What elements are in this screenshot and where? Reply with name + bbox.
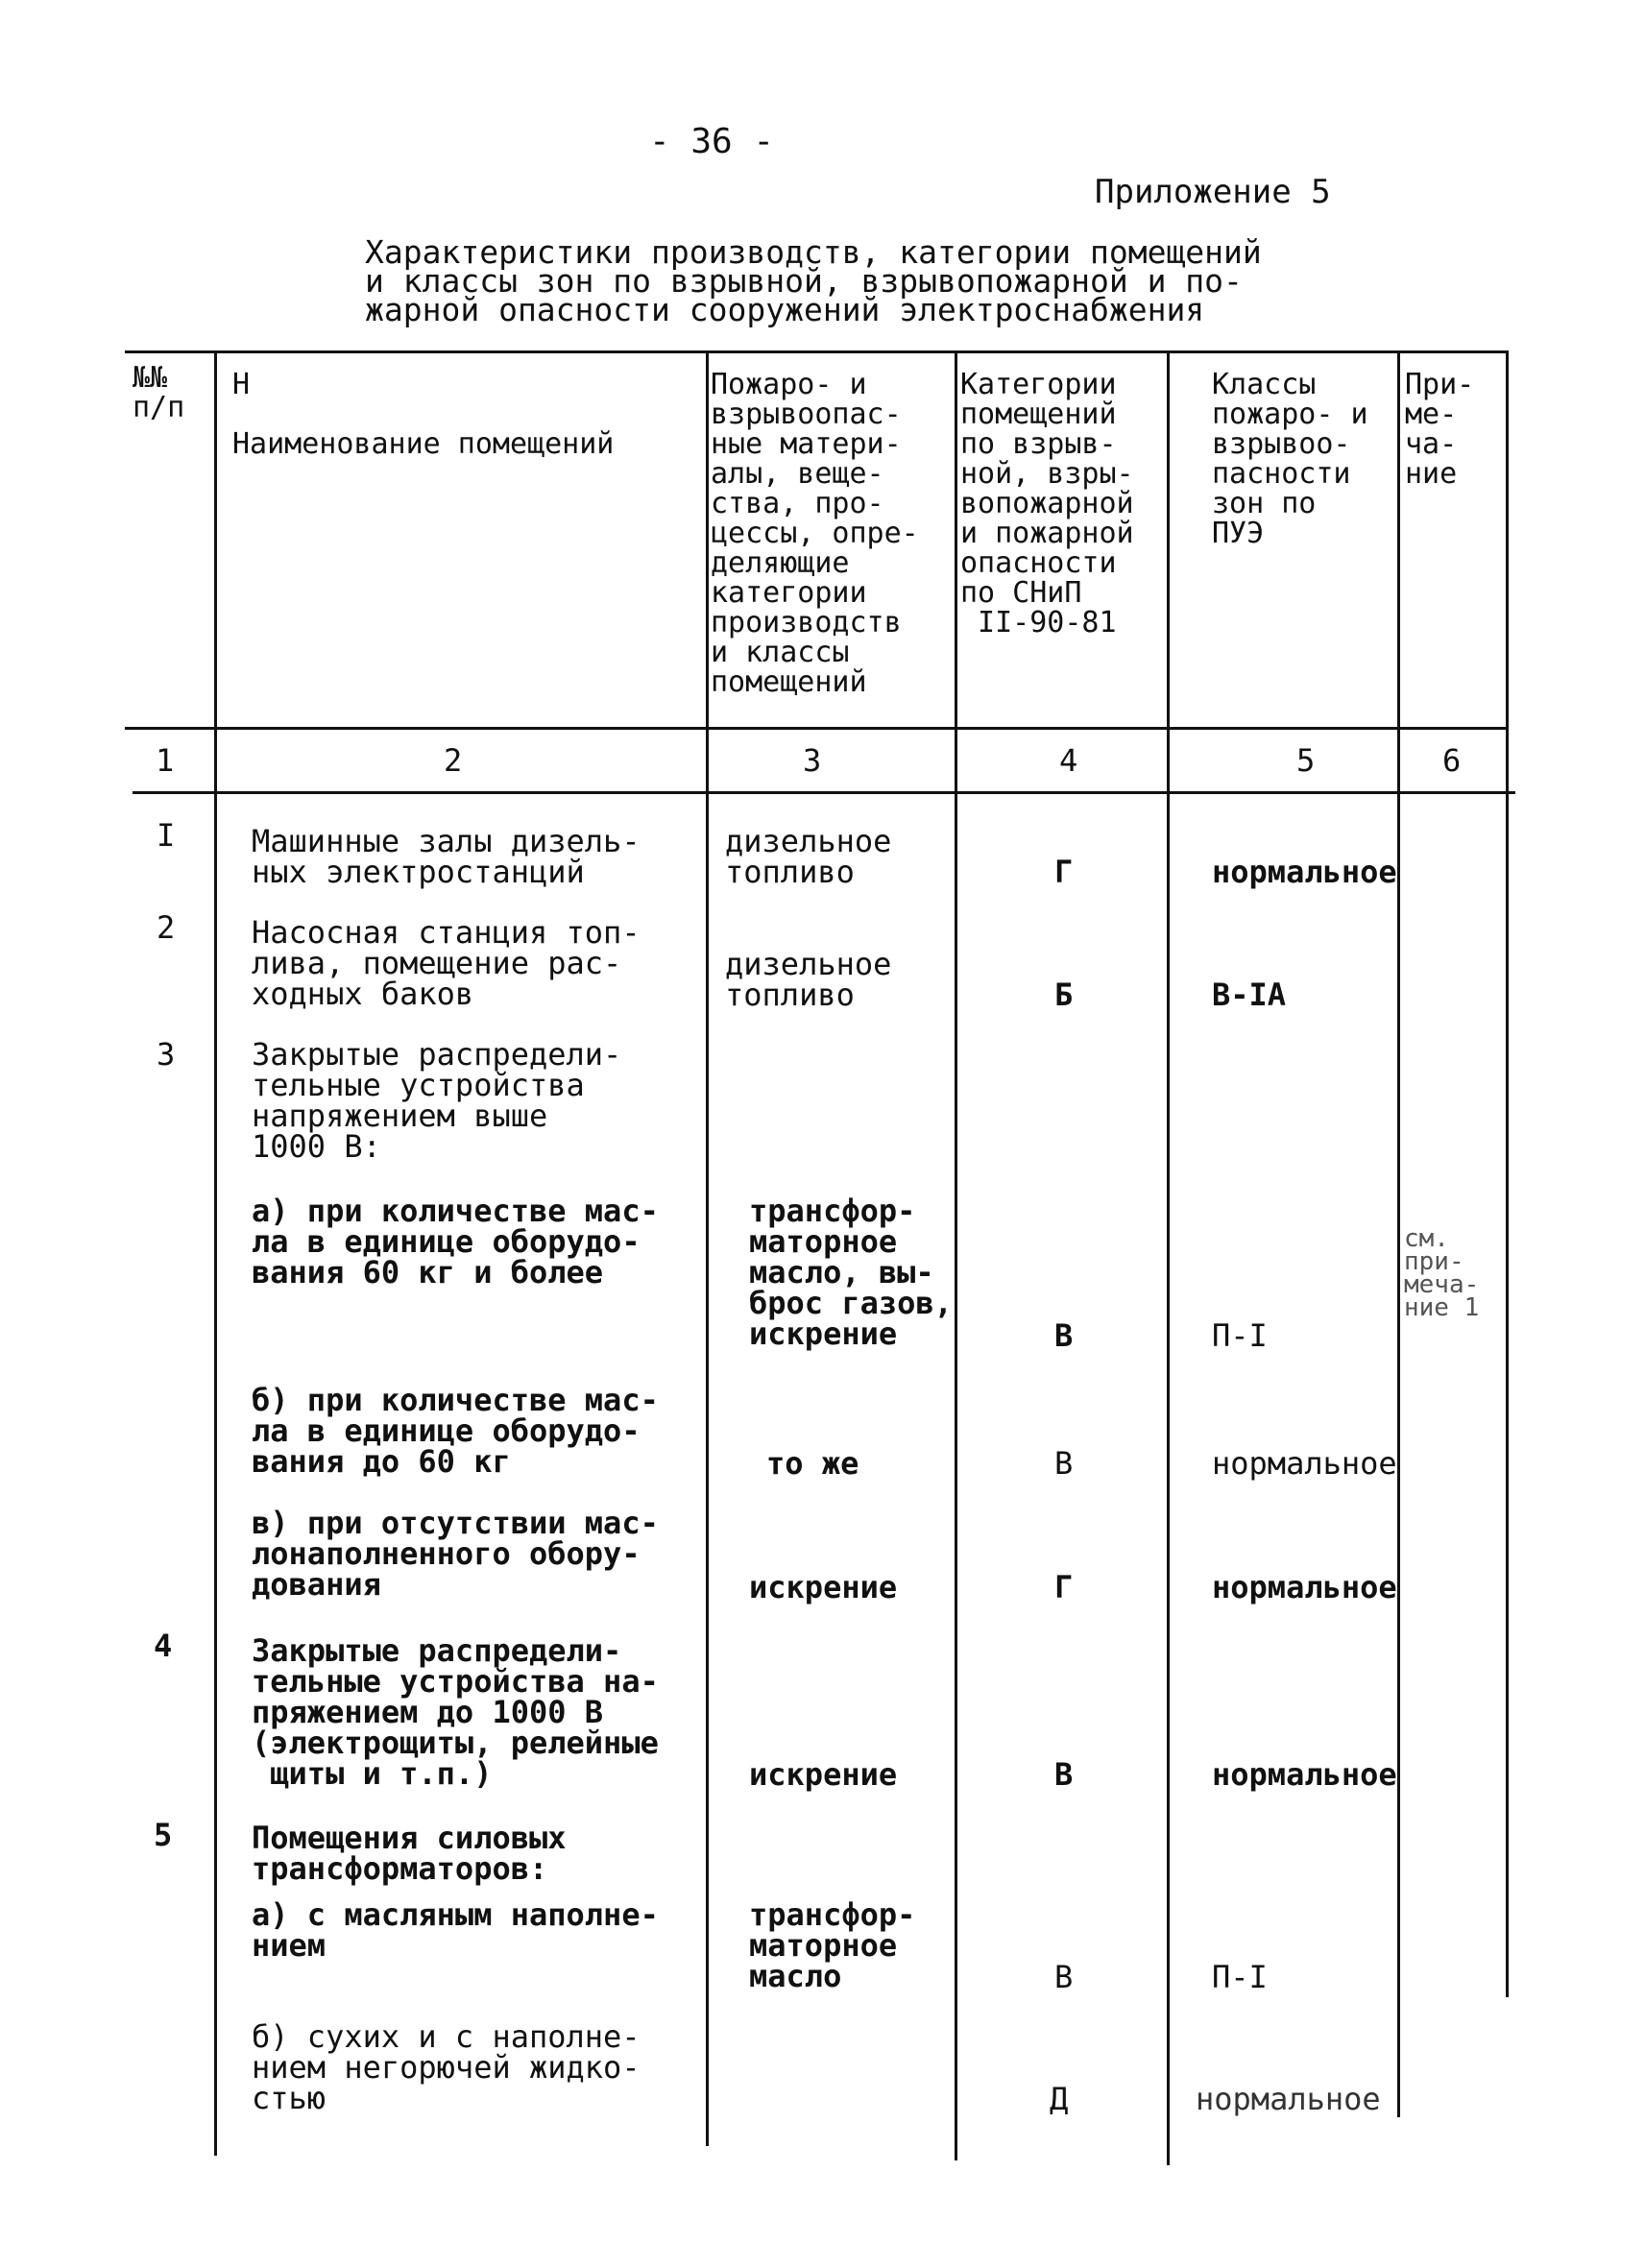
row-number: 5: [154, 1817, 173, 1853]
room-name: б) сухих и с наполне- нием негорючей жидко- стью: [252, 2018, 641, 2116]
hazard-material: искрение: [749, 1569, 898, 1605]
note-text: см. при- меча- ние 1: [1404, 1224, 1480, 1322]
column-number: 1: [156, 742, 175, 779]
column-number: 3: [803, 742, 822, 779]
room-name: а) с масляным наполне- нием: [252, 1896, 659, 1964]
col-divider-4: [1167, 350, 1170, 2165]
room-name: Помещения силовых трансформаторов:: [252, 1820, 567, 1887]
zone-class: нормальное: [1212, 1445, 1397, 1482]
col-divider-1: [214, 350, 217, 2156]
room-category: В: [1054, 1959, 1074, 1995]
hazard-material: трансфор- маторное масло: [749, 1896, 916, 1994]
column-number: 6: [1442, 742, 1462, 779]
row-number: I: [157, 817, 176, 854]
zone-class: нормальное: [1212, 1756, 1397, 1793]
room-name: в) при отсутствии мас- лонаполненного обору- дования: [252, 1505, 659, 1603]
col-divider-2: [706, 350, 709, 2146]
room-category: Б: [1054, 977, 1074, 1013]
col-divider-3: [955, 350, 957, 2160]
zone-class: П-I: [1212, 1317, 1268, 1354]
column-number: 5: [1296, 742, 1316, 779]
col-divider-5: [1397, 350, 1400, 2117]
room-category: В: [1054, 1317, 1074, 1354]
header-note: При- ме- ча- ние: [1405, 368, 1475, 491]
room-name: Насосная станция топ- лива, помещение рас- ходных баков: [252, 914, 641, 1012]
room-category: Г: [1054, 854, 1074, 890]
room-name: а) при количестве мас- ла в единице оборудо- вания 60 кг и более: [252, 1193, 659, 1291]
room-category: В: [1054, 1445, 1074, 1482]
zone-class: нормальное: [1196, 2081, 1381, 2117]
column-number: 2: [444, 742, 463, 779]
hazard-material: искрение: [749, 1756, 898, 1793]
hazard-material: трансфор- маторное масло, вы- брос газов, искрение: [749, 1193, 953, 1352]
row-number: 4: [154, 1628, 173, 1664]
header-materials: Пожаро- и взрывоопас- ные матери- алы, веще- ства, про- цессы, опре- деляющие категории производств и классы помещений: [711, 368, 919, 699]
table-title: Характеристики производств, категории помещений и классы зон по взрывной, взрывопожарной и по- жарной опасности сооружений электроснабжения: [365, 233, 1262, 328]
zone-class: В-IA: [1212, 977, 1287, 1013]
hazard-material: дизельное топливо: [725, 946, 892, 1013]
room-name: Машинные залы дизель- ных электростанций: [252, 823, 641, 890]
room-category: В: [1054, 1756, 1074, 1793]
room-name: Закрытые распредели- тельные устройства напряжением выше 1000 В:: [252, 1036, 622, 1165]
column-number: 4: [1059, 742, 1078, 779]
header-num: №№ п/п: [133, 361, 185, 424]
room-category: Д: [1050, 2081, 1069, 2117]
zone-class: нормальное: [1212, 1569, 1397, 1605]
hazard-material: дизельное топливо: [725, 823, 892, 890]
header-category: Категории помещений по взрыв- ной, взры- вопожарной и пожарной опасности по СНиП II-90-81: [960, 368, 1134, 639]
zone-class: нормальное: [1212, 854, 1397, 890]
zone-class: П-I: [1212, 1959, 1268, 1995]
colnum-bottom-border: [133, 791, 1515, 794]
row-number: 2: [157, 909, 176, 946]
header-name: Н Наименование помещений: [232, 368, 615, 461]
room-name: Закрытые распредели- тельные устройства на- пряжением до 1000 В (электрощиты, релейные щиты и т.п.): [252, 1632, 659, 1792]
table-top-border: [125, 350, 1508, 353]
row-number: 3: [157, 1036, 176, 1073]
header-bottom-border: [125, 727, 1508, 730]
col-right-border: [1506, 350, 1509, 1997]
room-name: б) при количестве мас- ла в единице оборудо- вания до 60 кг: [252, 1382, 659, 1480]
appendix-label: Приложение 5: [1095, 173, 1331, 211]
room-category: Г: [1054, 1569, 1074, 1605]
page-number: - 36 -: [649, 122, 775, 161]
hazard-material: то же: [766, 1445, 859, 1482]
header-class: Классы пожаро- и взрывоо- пасности зон по ПУЭ: [1212, 368, 1368, 550]
